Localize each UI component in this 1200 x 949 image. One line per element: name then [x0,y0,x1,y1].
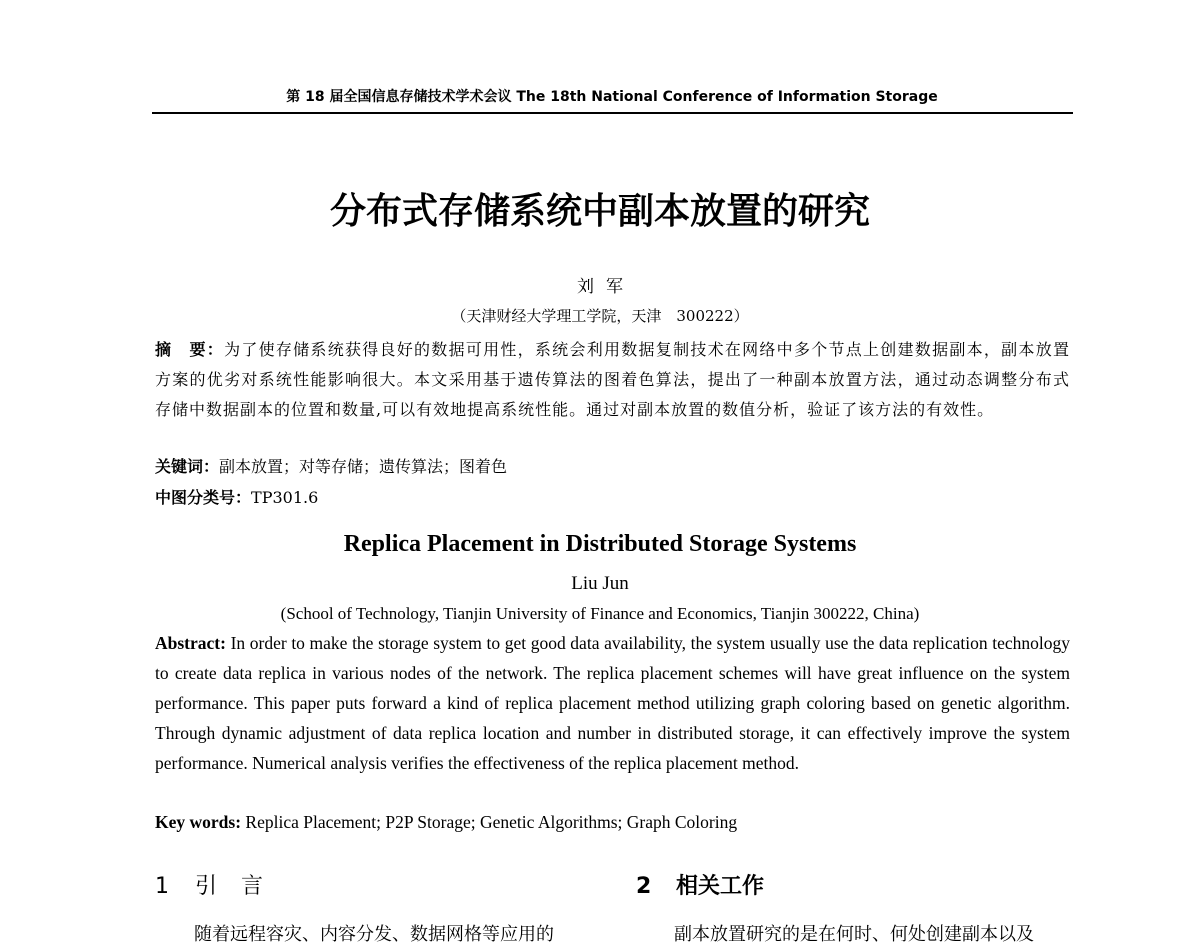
chinese-classification-label: 中图分类号： [155,488,252,507]
chinese-keywords [155,455,1070,479]
english-keywords-label: Key words: [155,812,242,832]
english-abstract-label: Abstract: [155,633,226,653]
chinese-author: 刘军 [577,277,635,297]
chinese-abstract-label: 摘 要： [155,340,225,359]
conference-header: 第 18 届全国信息存储技术学术会议 The 18th National Conference of Information Storage [286,89,938,105]
section-1-heading [155,872,287,902]
chinese-affiliation: （天津财经大学理工学院，天津 300222） [451,307,749,325]
chinese-classification [155,486,1070,510]
english-keywords-text: Replica Placement; P2P Storage; Genetic Algorithms; Graph Coloring [241,812,738,832]
english-affiliation: (School of Technology, Tianjin University of Finance and Economics, Tianjin 300222, China) [280,604,920,623]
section-2-body-line: 副本放置研究的是在何时、何处创建副本以及 [674,924,1034,945]
chinese-keywords-label: 关键词： [155,457,220,476]
section-number: 1 [155,874,169,899]
english-abstract-text: In order to make the storage system to get good data availability, the system usually use the data replication technology to create data replica in various nodes of the network. The replica placement schemes will have great influence on the system performance. This paper puts forward a kind of replica placement method utilizing graph coloring based on genetic algorithm. Through dynamic adjustment of data replica location and number in distributed storage, it can effectively improve the system performance. Numerical analysis verifies the effectiveness of the replica placement method. [155,633,1070,773]
english-author: Liu Jun [571,573,629,594]
header-rule [152,112,1073,114]
chinese-classification-text: TP301.6 [251,488,319,507]
chinese-keywords-text: 副本放置；对等存储；遗传算法；图着色 [219,457,508,476]
section-2-heading [636,872,764,902]
section-title: 相关工作 [676,874,765,899]
section-1-body-line: 随着远程容灾、内容分发、数据网格等应用的 [194,924,554,945]
section-number: 2 [636,874,652,899]
section-title: 引言 [195,874,288,899]
chinese-abstract [155,335,1070,425]
english-abstract [155,628,1070,778]
english-keywords [155,808,1070,836]
chinese-title: 分布式存储系统中副本放置的研究 [329,191,870,232]
chinese-abstract-text: 为了使存储系统获得良好的数据可用性，系统会利用数据复制技术在网络中多个节点上创建数据副本，副本放置方案的优劣对系统性能影响很大。本文采用基于遗传算法的图着色算法，提出了一种副本放置方法，通过动态调整分布式存储中数据副本的位置和数量,可以有效地提高系统性能。通过对副本放置的数值分析，验证了该方法的有效性。 [155,340,1070,419]
english-title: Replica Placement in Distributed Storage Systems [343,531,857,557]
